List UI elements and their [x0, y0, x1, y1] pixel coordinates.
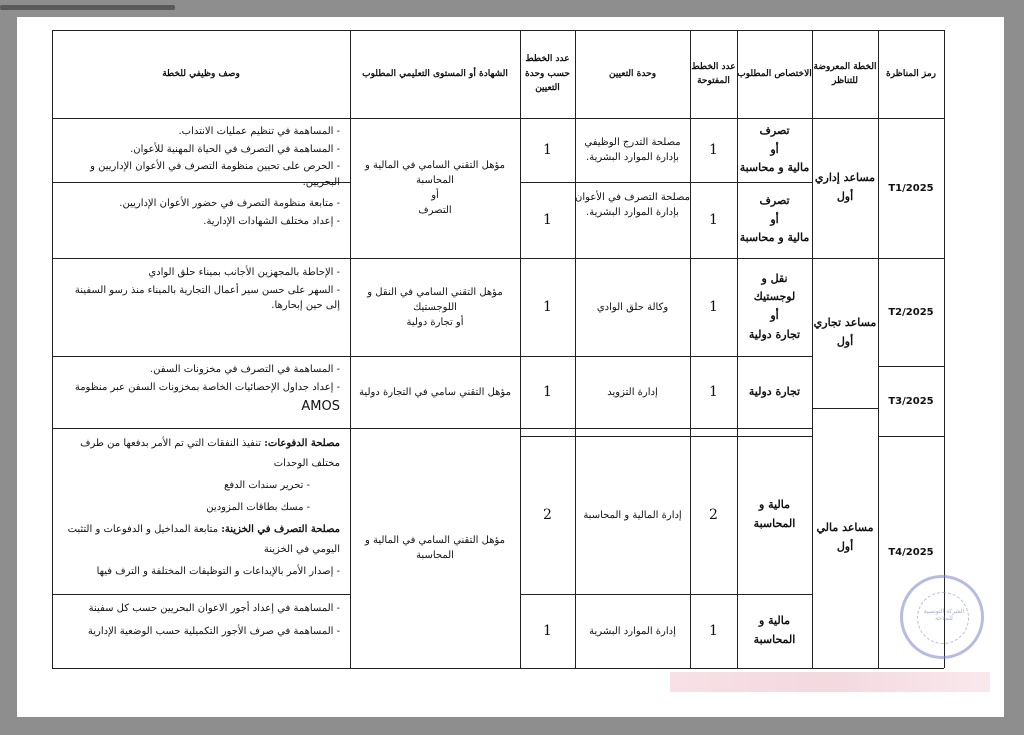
- row-t4a-desc-2: - تحرير سندات الدفع: [224, 480, 310, 491]
- row-t1b-open-count: 1: [709, 211, 718, 228]
- row-t3-specialty: تجارة دولية: [748, 384, 801, 398]
- row-t1b-specialty-1: تصرف: [759, 193, 790, 207]
- header-unit: وحدة التعيين: [608, 68, 657, 79]
- row-t1b-unit: [575, 182, 690, 258]
- row-t1b-unit-2: بإدارة الموارد البشرية.: [586, 207, 679, 218]
- row-t4a-desc-5: - إصدار الأمر بالإيداعات و التوظيفات المختلفة و الترف فيها: [96, 566, 340, 577]
- row-t2-plan: مساعد تجاري أول: [813, 316, 877, 348]
- row-t2-degree-1: مؤهل التقني السامي في النقل و اللوجستيك: [367, 286, 503, 313]
- row-t4a-per-unit: 2: [543, 506, 552, 523]
- row-t3-desc-1: - المساهمة في التصرف في مخزونات السفن.: [149, 364, 340, 375]
- row-t1-degree-line-1: مؤهل التقني السامي في المالية و المحاسبة: [364, 160, 506, 186]
- row-t4b-unit: إدارة الموارد البشرية: [589, 625, 676, 637]
- row-t2-degree: [350, 258, 520, 356]
- row-t1b-unit-1: مصلحة التصرف في الأعوان: [575, 192, 690, 203]
- row-t4a-open-count: 2: [709, 506, 718, 523]
- row-t1a-unit-1: مصلحة التدرج الوظيفي: [584, 137, 681, 148]
- row-t2-code: T2/2025: [888, 306, 934, 318]
- row-t1-code: T1/2025: [888, 182, 934, 194]
- row-t1a-unit: [575, 118, 690, 182]
- row-t4b-open-count: 1: [709, 622, 718, 639]
- header-plan: الخطة المعروضة للتناظر: [813, 61, 877, 86]
- row-t1a-desc-1: - المساهمة في تنظيم عمليات الانتداب.: [178, 126, 340, 137]
- row-t2-specialty-3: أو: [770, 309, 779, 322]
- row-t4a-desc-3: - مسك بطاقات المزودين: [206, 502, 310, 513]
- row-t2-specialty-2: لوجستيك: [753, 290, 796, 304]
- header-specialty: الاختصاص المطلوب: [737, 68, 812, 79]
- row-t3-per-unit: 1: [543, 383, 552, 400]
- row-t1a-per-unit: 1: [543, 141, 552, 158]
- header-description: وصف وظيفي للخطة: [162, 68, 240, 79]
- header-open-count: عدد الخطط المفتوحة: [691, 61, 736, 86]
- row-t1b-desc-1: - متابعة منظومة التصرف في حضور الأعوان الإداريين.: [119, 198, 340, 209]
- header-degree: الشهادة أو المستوى التعليمي المطلوب: [362, 68, 508, 79]
- row-t1b-specialty-2: أو: [770, 212, 779, 226]
- window-scrollbar[interactable]: [0, 5, 175, 10]
- row-t1a-specialty-3: مالية و محاسبة: [739, 161, 810, 175]
- header-per-unit: عدد الخطط حسب وحدة التعيين: [525, 54, 570, 94]
- row-t4a-desc-4: [60, 520, 340, 560]
- row-t2-specialty-1: نقل و: [761, 271, 788, 285]
- company-stamp: [900, 575, 984, 659]
- row-t4b-description: [52, 598, 350, 664]
- row-t3-desc-2: - إعداد جداول الإحصائيات الخاصة بمخزونات السفن عبر منظومة: [74, 381, 340, 393]
- row-t1b-description: [52, 196, 350, 252]
- grid-line-h: [52, 594, 350, 595]
- row-t1-degree-line-3: التصرف: [418, 205, 452, 216]
- page-edge-strip: [670, 672, 990, 692]
- row-t1-degree-line-2: أو: [431, 190, 439, 201]
- row-t1a-specialty-1: تصرف: [759, 123, 790, 137]
- row-t1a-specialty: [737, 118, 812, 182]
- row-t4a-desc-1-title: مصلحة الدفوعات:: [264, 438, 340, 449]
- row-t1a-specialty-2: أو: [770, 142, 779, 156]
- row-t2-desc-1: - الإحاطة بالمجهزين الأجانب بميناء حلق الوادي: [148, 267, 340, 278]
- row-t1a-unit-2: بإدارة الموارد البشرية.: [586, 152, 679, 163]
- row-t2-specialty-4: تجارة دولية: [748, 327, 801, 341]
- row-t4a-description: [52, 434, 350, 592]
- row-t1a-desc-2: - المساهمة في التصرف في الحياة المهنية للأعوان.: [130, 143, 340, 155]
- row-t4a-desc-1: [60, 434, 340, 474]
- row-t4-code: T4/2025: [888, 546, 934, 558]
- row-t2-unit: وكالة حلق الوادي: [596, 301, 669, 313]
- row-t4a-unit: إدارة المالية و المحاسبة: [583, 509, 682, 521]
- row-t3-degree: مؤهل التقني سامي في التجارة دولية: [359, 386, 511, 398]
- row-t3-amos: AMOS: [301, 399, 340, 414]
- row-t3-unit: إدارة التزويد: [607, 386, 658, 398]
- row-t1a-open-count: 1: [709, 141, 718, 158]
- row-t1b-desc-2: - إعداد مختلف الشهادات الإدارية.: [203, 215, 340, 227]
- row-t3-description: [52, 362, 350, 424]
- row-t1b-per-unit: 1: [543, 211, 552, 228]
- row-t3-code: T3/2025: [888, 395, 934, 407]
- row-t4a-desc-1-text: تنفيذ النفقات التي تم الأمر بدفعها من طرف مختلف الوحدات: [80, 438, 340, 469]
- row-t2-per-unit: 1: [543, 298, 552, 315]
- row-t1-plan: مساعد إداري أول: [814, 171, 876, 203]
- grid-line-v: [944, 30, 945, 668]
- row-t4a-desc-4-text: متابعة المداخيل و الدفوعات و التثبت اليومي في الخزينة: [67, 524, 340, 555]
- row-t2-description: [52, 265, 350, 350]
- row-t2-specialty: [737, 258, 812, 356]
- row-t1a-description: [52, 124, 350, 188]
- row-t4b-desc-2: - المساهمة في صرف الأجور التكميلية حسب الوضعية الإدارية: [87, 626, 340, 637]
- row-t1-degree: [350, 118, 520, 258]
- row-t2-desc-2: - السهر على حسن سير أعمال التجارية بالميناء منذ رسو السفينة إلى حين إبحارها.: [74, 284, 340, 311]
- header-code: رمز المناظرة: [886, 68, 937, 79]
- row-t4b-specialty: مالية و المحاسبة: [753, 614, 796, 646]
- row-t4a-specialty: مالية و المحاسبة: [753, 498, 796, 530]
- row-t2-degree-2: أو تجارة دولية: [406, 316, 464, 328]
- row-t1a-desc-3: - الحرص على تحيين منظومة التصرف في الأعوان الإداريين و البحريين.: [90, 161, 340, 188]
- row-t4a-desc-4-title: مصلحة التصرف في الخزينة:: [221, 524, 340, 535]
- row-t4b-per-unit: 1: [543, 622, 552, 639]
- row-t1b-specialty: [737, 182, 812, 258]
- row-t4-degree: مؤهل التقني السامي في المالية و المحاسبة: [364, 535, 506, 561]
- row-t1b-specialty-3: مالية و محاسبة: [739, 231, 810, 245]
- grid-line-h: [52, 668, 944, 669]
- stamp-text: الشركة التونسية للملاحة: [923, 608, 965, 622]
- row-t2-open-count: 1: [709, 298, 718, 315]
- row-t4-plan: مساعد مالي أول: [816, 521, 874, 553]
- row-t3-open-count: 1: [709, 383, 718, 400]
- row-t4b-desc-1: - المساهمة في إعداد أجور الاعوان البحريين حسب كل سفينة: [88, 603, 340, 614]
